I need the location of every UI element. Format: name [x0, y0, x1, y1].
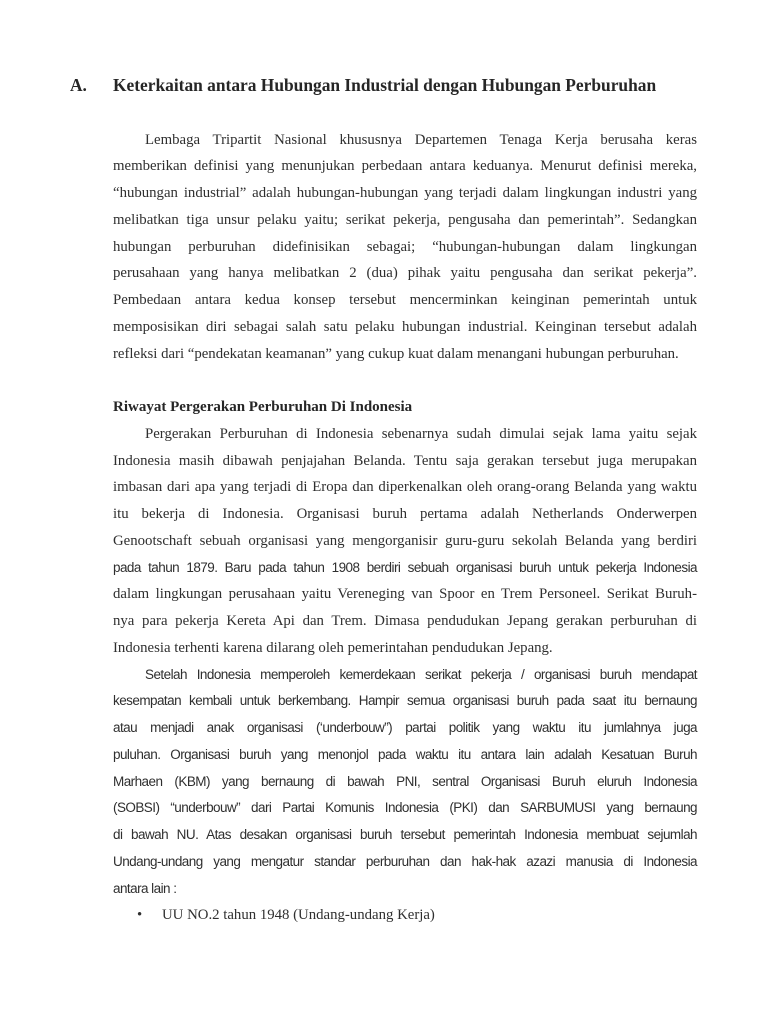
- bullet-icon: •: [137, 907, 143, 924]
- paragraph-line: Genootschaft sebuah organisasi yang mengorganisir guru-guru sekolah Belanda yang berdiri: [113, 532, 697, 549]
- paragraph-line: imbasan dari apa yang terjadi di Eropa dan diperkenalkan oleh orang-orang Belanda yang waktu: [113, 479, 697, 496]
- subheading: Riwayat Pergerakan Perburuhan Di Indonesia: [113, 399, 413, 416]
- paragraph-line: “hubungan industrial” adalah hubungan-hubungan yang terjadi dalam lingkungan industri yang: [113, 185, 697, 202]
- paragraph-line: dalam lingkungan perusahaan yaitu Vereneging van Spoor en Trem Personeel. Serikat Buruh-: [113, 586, 697, 603]
- paragraph-line: perusahaan yang hanya melibatkan 2 (dua) pihak yaitu pengusaha dan serikat pekerja”.: [113, 265, 697, 282]
- paragraph-line: pada tahun 1879. Baru pada tahun 1908 berdiri sebuah organisasi buruh untuk pekerja Indonesia: [113, 559, 697, 575]
- paragraph-line: puluhan. Organisasi buruh yang menonjol pada waktu itu antara lain adalah Kesatuan Buruh: [113, 746, 697, 762]
- paragraph-line: Marhaen (KBM) yang bernaung di bawah PNI, sentral Organisasi Buruh eluruh Indonesia: [113, 773, 697, 789]
- paragraph-line: memposisikan diri sebagai salah satu pelaku hubungan industrial. Keinginan tersebut adalah: [113, 318, 697, 335]
- paragraph-line: Lembaga Tripartit Nasional khususnya Departemen Tenaga Kerja berusaha keras: [145, 131, 697, 148]
- paragraph-line: Setelah Indonesia memperoleh kemerdekaan serikat pekerja / organisasi buruh mendapat: [145, 666, 697, 682]
- paragraph-2: [113, 421, 697, 662]
- list-item-text: UU NO.2 tahun 1948 (Undang-undang Kerja): [162, 907, 435, 924]
- paragraph-line: Pembedaan antara kedua konsep tersebut mencerminkan keinginan pemerintah untuk: [113, 292, 697, 309]
- paragraph-line: hubungan perburuhan didefinisikan sebagai; “hubungan-hubungan dalam lingkungan: [113, 238, 697, 255]
- paragraph-line: atau menjadi anak organisasi (‘underbouw”) partai politik yang waktu itu jumlahnya juga: [113, 720, 697, 736]
- paragraph-line: Undang-undang yang mengatur standar perburuhan dan hak-hak azazi manusia di Indonesia: [113, 853, 697, 869]
- section-title: Keterkaitan antara Hubungan Industrial dengan Hubungan Perburuhan: [113, 75, 657, 95]
- section-heading: [0, 73, 768, 97]
- document-body: [113, 127, 697, 930]
- paragraph-line: melibatkan tiga unsur pelaku yaitu; serikat pekerja, pengusaha dan pemerintah”. Sedangkan: [113, 211, 697, 228]
- paragraph-line: kesempatan kembali untuk berkembang. Hampir semua organisasi buruh pada saat itu bernaung: [113, 693, 697, 709]
- paragraph-line: Indonesia terhenti karena dilarang oleh pemerintahan pendudukan Jepang.: [113, 639, 553, 656]
- paragraph-line: antara lain :: [113, 880, 177, 896]
- blank-line: [113, 367, 697, 394]
- paragraph-line: Pergerakan Perburuhan di Indonesia sebenarnya sudah dimulai sejak lama yaitu sejak: [145, 425, 697, 442]
- section-number: A.: [70, 75, 87, 95]
- list-item: [113, 902, 697, 929]
- paragraph-3: [113, 662, 697, 903]
- paragraph-line: di bawah NU. Atas desakan organisasi buruh tersebut pemerintah Indonesia membuat sejumlah: [113, 827, 697, 843]
- paragraph-1: [113, 127, 697, 368]
- paragraph-line: nya para pekerja Kereta Api dan Trem. Dimasa pendudukan Jepang gerakan perburuhan di: [113, 613, 697, 630]
- paragraph-line: itu bekerja di Indonesia. Organisasi buruh pertama adalah Netherlands Onderwerpen: [113, 506, 697, 523]
- paragraph-line: memberikan definisi yang menunjukan perbedaan antara keduanya. Menurut definisi mereka,: [113, 158, 697, 175]
- paragraph-line: (SOBSI) “underbouw” dari Partai Komunis Indonesia (PKI) dan SARBUMUSI yang bernaung: [113, 800, 697, 816]
- bullet-list: [113, 902, 697, 929]
- paragraph-line: Indonesia masih dibawah penjajahan Belanda. Tentu saja gerakan tersebut juga merupakan: [113, 452, 697, 469]
- paragraph-line: refleksi dari “pendekatan keamanan” yang cukup kuat dalam menangani hubungan perburuhan.: [113, 345, 679, 362]
